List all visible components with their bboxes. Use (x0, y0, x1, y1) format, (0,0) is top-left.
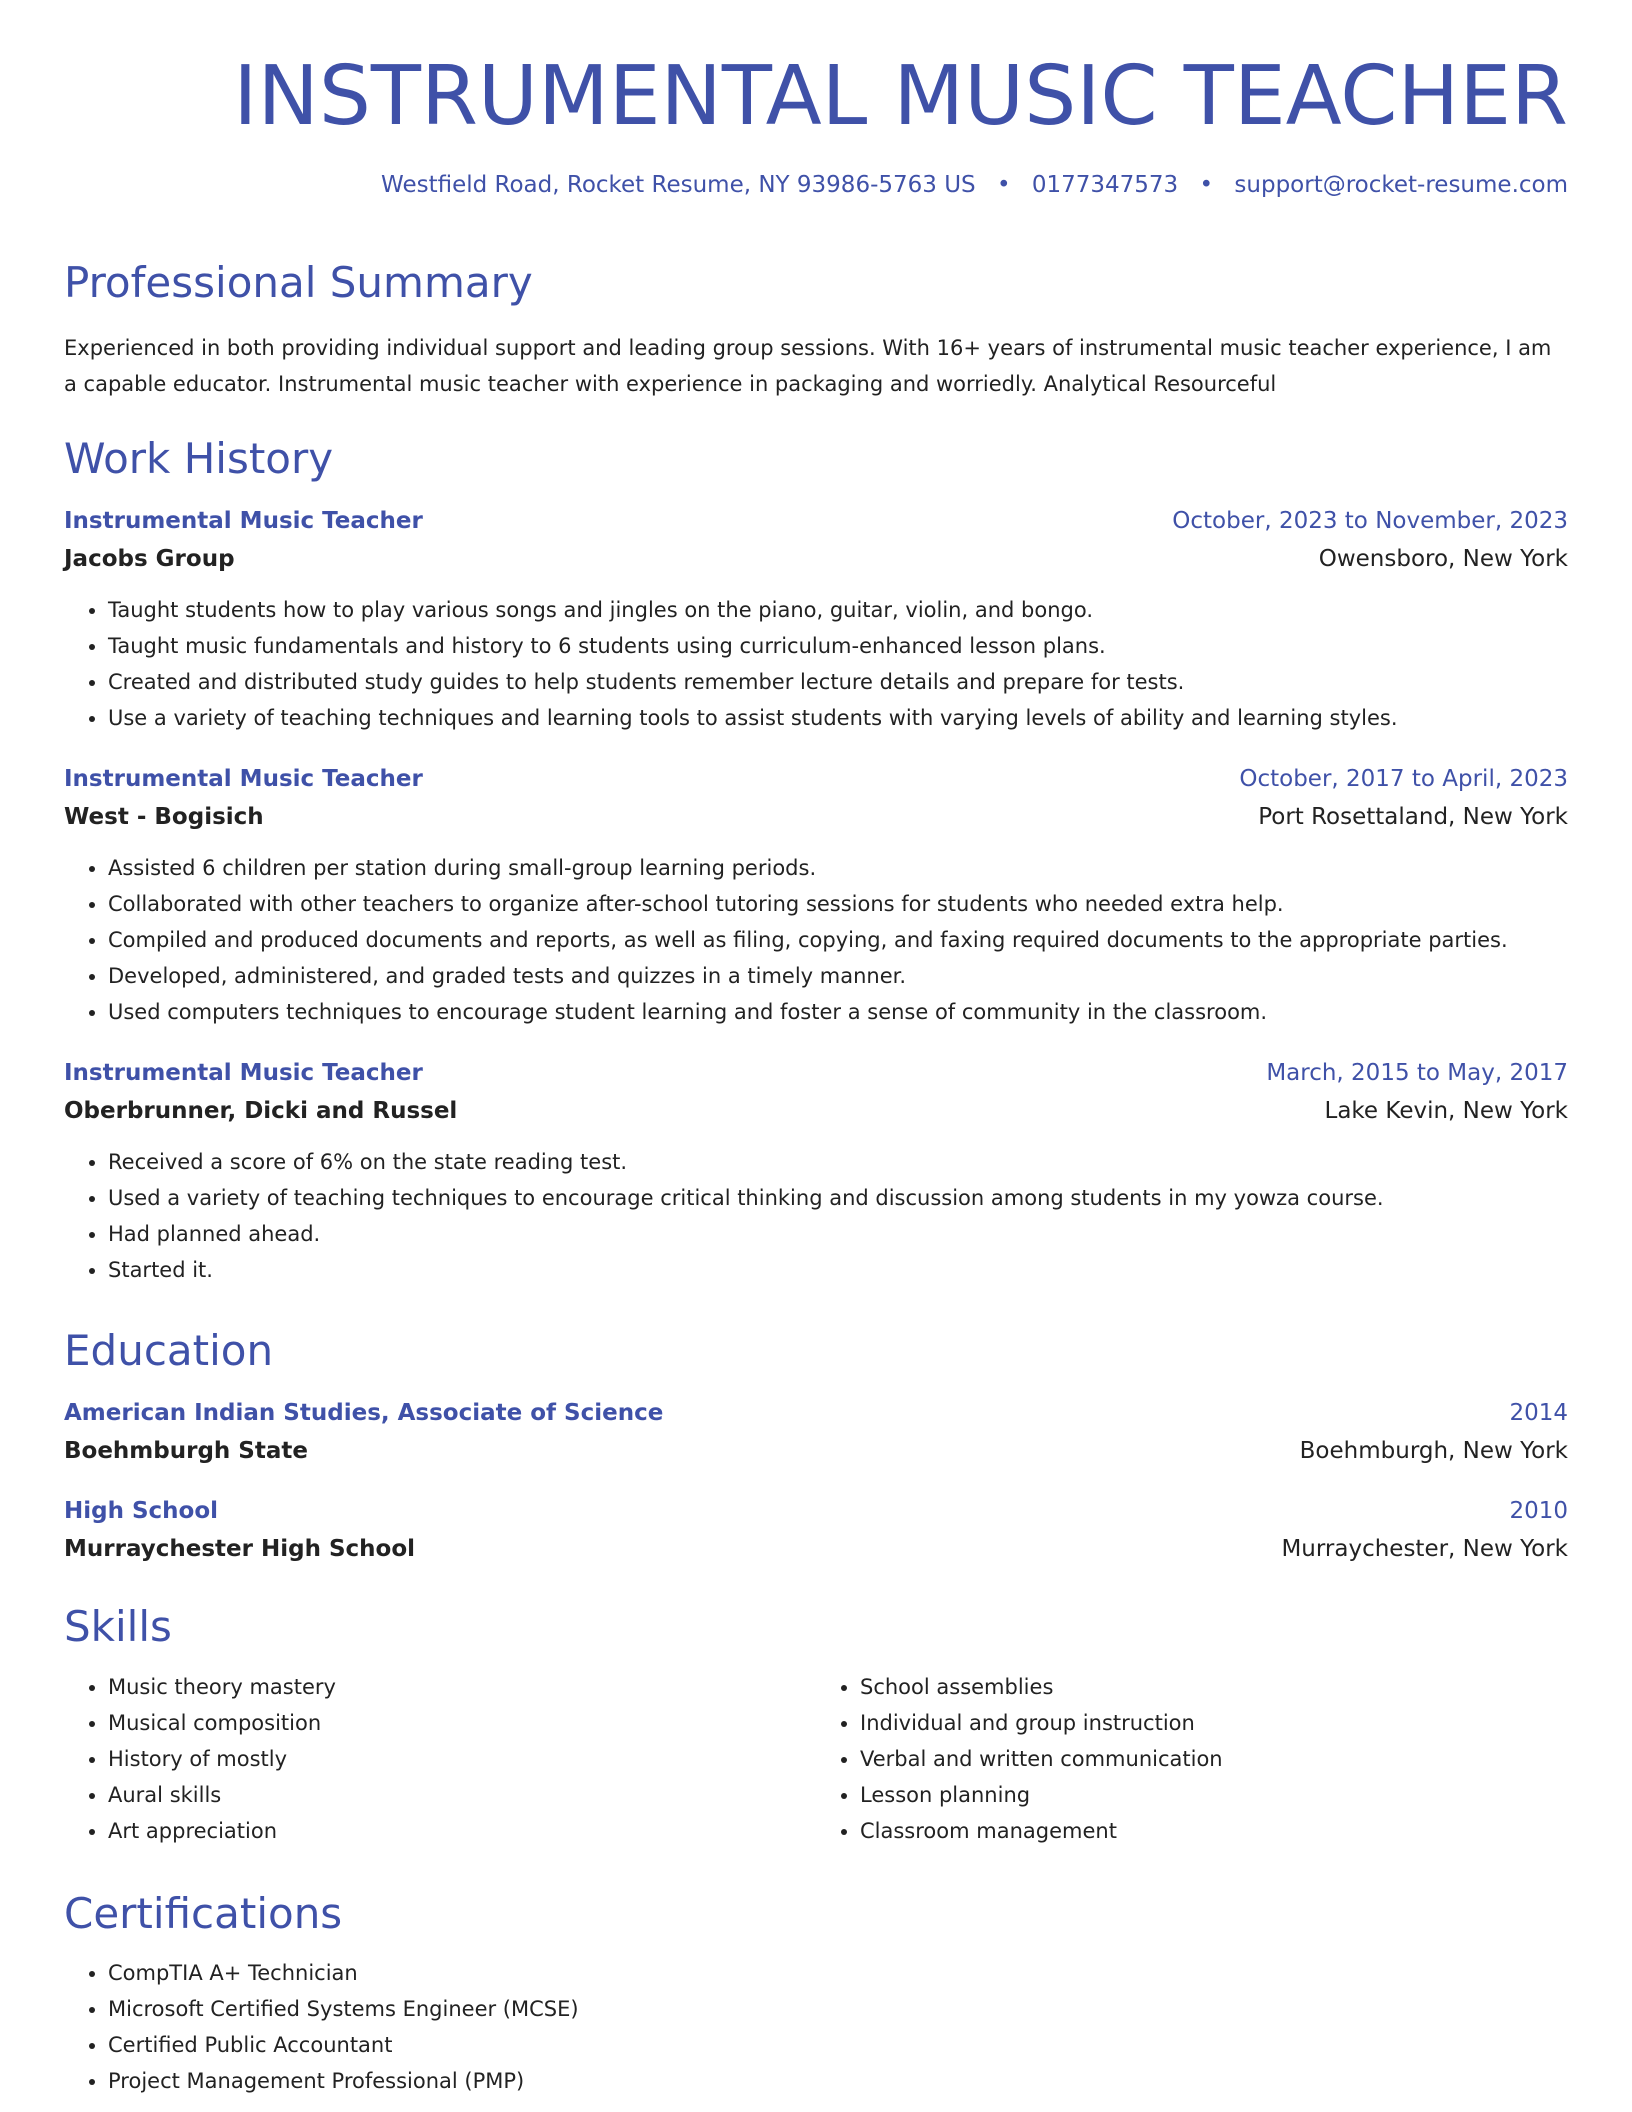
skills-list-left (64, 1669, 816, 1849)
job-title: Instrumental Music Teacher (64, 766, 423, 793)
job-company: West - Bogisich (64, 804, 264, 831)
skill-item: • Music theory mastery (108, 1669, 816, 1705)
job-entry (64, 764, 1568, 1030)
work-history-section (64, 433, 1568, 1288)
education-school: Boehmburgh State (64, 1438, 308, 1465)
job-bullet: • Use a variety of teaching techniques and learning tools to assist students with varying levels of ability and learning styles. (108, 700, 1568, 736)
certification-item: • Certified Public Accountant (108, 2027, 1568, 2063)
skill-item: • Musical composition (108, 1705, 816, 1741)
skills-section (64, 1604, 1568, 1848)
certifications-section (64, 1888, 1568, 2099)
resume-header (64, 0, 1568, 200)
education-location: Murraychester, New York (1281, 1536, 1568, 1563)
job-bullets (64, 850, 1568, 1030)
contact-separator: • (1199, 172, 1214, 199)
certifications-list (64, 1955, 1568, 2099)
job-bullet: • Used computers techniques to encourage student learning and foster a sense of community in the classroom. (108, 994, 1568, 1030)
job-title: Instrumental Music Teacher (64, 508, 423, 535)
certification-item: • Microsoft Certified Systems Engineer (MCSE) (108, 1991, 1568, 2027)
skill-item: • Individual and group instruction (860, 1705, 1568, 1741)
skills-heading: Skills (64, 1602, 172, 1652)
job-title: Instrumental Music Teacher (64, 1060, 423, 1087)
skill-item: • Classroom management (860, 1813, 1568, 1849)
education-degree: American Indian Studies, Associate of Science (64, 1400, 664, 1427)
skill-item: • Verbal and written communication (860, 1741, 1568, 1777)
skill-item: • Aural skills (108, 1777, 816, 1813)
education-school: Murraychester High School (64, 1536, 416, 1563)
education-section (64, 1328, 1568, 1564)
job-bullet: • Assisted 6 children per station during small-group learning periods. (108, 850, 1568, 886)
summary-text: Experienced in both providing individual support and leading group sessions. With 16+ years of instrumental music teacher experience, I am a capable educator. Instrumental music teacher with experience in packaging and worriedly. Analytical Resourceful (64, 335, 1552, 396)
job-bullet: • Used a variety of teaching techniques to encourage critical thinking and discussion among students in my yowza course. (108, 1180, 1568, 1216)
job-company: Jacobs Group (64, 546, 235, 573)
work-history-heading: Work History (64, 433, 334, 483)
job-bullet: • Started it. (108, 1252, 1568, 1288)
job-bullet: • Collaborated with other teachers to organize after-school tutoring sessions for students who needed extra help. (108, 886, 1568, 922)
job-dates: October, 2017 to April, 2023 (1239, 766, 1568, 793)
skill-item: • Art appreciation (108, 1813, 816, 1849)
job-bullet: • Taught music fundamentals and history to 6 students using curriculum-enhanced lesson plans. (108, 628, 1568, 664)
contact-address: Westfield Road, Rocket Resume, NY 93986-5763 US (381, 172, 976, 199)
certification-item: • Project Management Professional (PMP) (108, 2063, 1568, 2099)
contact-line (64, 172, 1568, 200)
contact-phone: 0177347573 (1031, 172, 1179, 199)
summary-section (64, 257, 1568, 402)
job-bullet: • Taught students how to play various songs and jingles on the piano, guitar, violin, and bongo. (108, 592, 1568, 628)
job-bullet: • Compiled and produced documents and reports, as well as filing, copying, and faxing required documents to the appropriate parties. (108, 922, 1568, 958)
summary-heading: Professional Summary (64, 257, 533, 307)
job-bullets (64, 1144, 1568, 1288)
job-entry (64, 1058, 1568, 1288)
job-bullet: • Developed, administered, and graded tests and quizzes in a timely manner. (108, 958, 1568, 994)
job-bullet: • Had planned ahead. (108, 1216, 1568, 1252)
job-bullets (64, 592, 1568, 736)
job-location: Port Rosettaland, New York (1258, 804, 1568, 831)
education-year: 2014 (1509, 1400, 1568, 1427)
education-heading: Education (64, 1326, 274, 1376)
job-bullet: • Created and distributed study guides to help students remember lecture details and prepare for tests. (108, 664, 1568, 700)
certification-item: • CompTIA A+ Technician (108, 1955, 1568, 1991)
job-dates: October, 2023 to November, 2023 (1172, 508, 1568, 535)
job-company: Oberbrunner, Dicki and Russel (64, 1098, 458, 1125)
education-year: 2010 (1509, 1498, 1568, 1525)
certifications-heading: Certifications (64, 1888, 343, 1938)
skill-item: • History of mostly (108, 1741, 816, 1777)
job-entry (64, 506, 1568, 736)
resume-title: INSTRUMENTAL MUSIC TEACHER (233, 49, 1568, 144)
education-entry (64, 1496, 1568, 1564)
skill-item: • School assemblies (860, 1669, 1568, 1705)
job-location: Owensboro, New York (1318, 546, 1568, 573)
contact-email: support@rocket-resume.com (1234, 172, 1568, 199)
education-degree: High School (64, 1498, 219, 1525)
education-entry (64, 1398, 1568, 1466)
job-location: Lake Kevin, New York (1324, 1098, 1568, 1125)
job-dates: March, 2015 to May, 2017 (1266, 1060, 1568, 1087)
skills-columns (64, 1651, 1568, 1849)
skills-list-right (816, 1669, 1568, 1849)
job-bullet: • Received a score of 6% on the state reading test. (108, 1144, 1568, 1180)
contact-separator: • (996, 172, 1011, 199)
education-location: Boehmburgh, New York (1299, 1438, 1568, 1465)
skill-item: • Lesson planning (860, 1777, 1568, 1813)
